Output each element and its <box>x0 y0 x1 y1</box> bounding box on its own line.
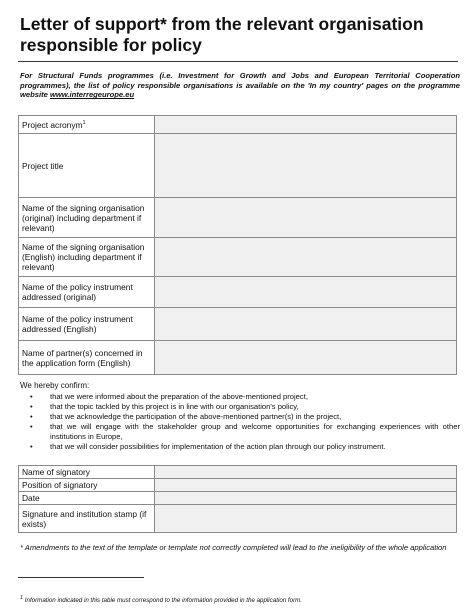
table-row <box>19 479 457 492</box>
signatory-name-field[interactable] <box>155 466 457 479</box>
date-field[interactable] <box>155 492 457 505</box>
bullet: • <box>30 422 33 432</box>
policy-instrument-english-label: Name of the policy instrument addressed (English) <box>19 308 155 341</box>
footnote-divider <box>18 577 144 578</box>
table-row <box>19 198 457 238</box>
intro-text: For Structural Funds programmes (i.e. Investment for Growth and Jobs and European Territorial Cooperation programmes), the list of policy responsible organisations is available on the 'In my country' pages on the programme website <box>20 71 460 100</box>
signing-organisation-english-label: Name of the signing organisation (English) including department if relevant) <box>19 238 155 277</box>
confirm-heading: We hereby confirm: <box>20 381 90 390</box>
partners-concerned-field[interactable] <box>155 341 457 375</box>
footnote-text: Information indicated in this table must correspond to the information provided in the application form. <box>24 597 303 604</box>
bullet: • <box>30 441 33 451</box>
signatory-table <box>18 465 457 533</box>
table-row <box>19 341 457 375</box>
project-acronym-label: Project acronym$^1$ <box>19 116 155 134</box>
confirmation-list <box>20 392 460 452</box>
page-title: Letter of support* from the relevant organisation responsible for policy <box>20 14 424 55</box>
signature-stamp-label: Signature and institution stamp (if exists) <box>19 505 155 533</box>
amendment-note: * Amendments to the text of the template or template not correctly completed will lead to the ineligibility of the whole application <box>20 543 447 552</box>
partners-concerned-label: Name of partner(s) concerned in the application form (English) <box>19 341 155 375</box>
project-title-field[interactable] <box>155 134 457 198</box>
signing-organisation-english-field[interactable] <box>155 238 457 277</box>
table-row <box>19 134 457 198</box>
bullet: • <box>30 412 33 422</box>
table-row <box>19 505 457 533</box>
policy-instrument-english-field[interactable] <box>155 308 457 341</box>
bullet: • <box>30 392 33 401</box>
footnote <box>20 594 460 605</box>
table-row <box>19 492 457 505</box>
project-title-label: Project title <box>19 134 155 198</box>
signatory-position-field[interactable] <box>155 479 457 492</box>
table-row <box>19 277 457 308</box>
signing-organisation-original-label: Name of the signing organisation (original) including department if relevant) <box>19 198 155 238</box>
bullet: • <box>30 402 33 412</box>
list-item: • that we will engage with the stakeholder group and welcome opportunities for exchanging experiences with other institutions in Europe, <box>30 422 460 441</box>
date-label: Date <box>19 492 155 505</box>
table-row <box>19 466 457 479</box>
intro-paragraph <box>20 71 460 100</box>
list-item: • that the topic tackled by this project is in line with our organisation's policy, <box>30 402 299 412</box>
list-item: • that we were informed about the preparation of the above-mentioned project, <box>30 392 308 401</box>
project-info-table <box>18 115 457 375</box>
table-row <box>19 238 457 277</box>
list-item: • that we will consider possibilities for implementation of the action plan through our policy instrument. <box>30 441 386 451</box>
signatory-position-label: Position of signatory <box>19 479 155 492</box>
signing-organisation-original-field[interactable] <box>155 198 457 238</box>
footnote-marker: 1 <box>20 594 24 601</box>
table-row <box>19 116 457 134</box>
policy-instrument-original-field[interactable] <box>155 277 457 308</box>
signatory-name-label: Name of signatory <box>19 466 155 479</box>
footnote-marker: 1 <box>82 119 86 126</box>
signature-stamp-field[interactable] <box>155 505 457 533</box>
title-divider <box>18 61 458 62</box>
table-row <box>19 308 457 341</box>
project-acronym-field[interactable] <box>155 116 457 134</box>
list-item: • that we acknowledge the participation of the above-mentioned partner(s) in the project, <box>30 412 342 422</box>
policy-instrument-original-label: Name of the policy instrument addressed (original) <box>19 277 155 308</box>
programme-website-link[interactable]: www.interregeurope.eu <box>49 90 135 100</box>
